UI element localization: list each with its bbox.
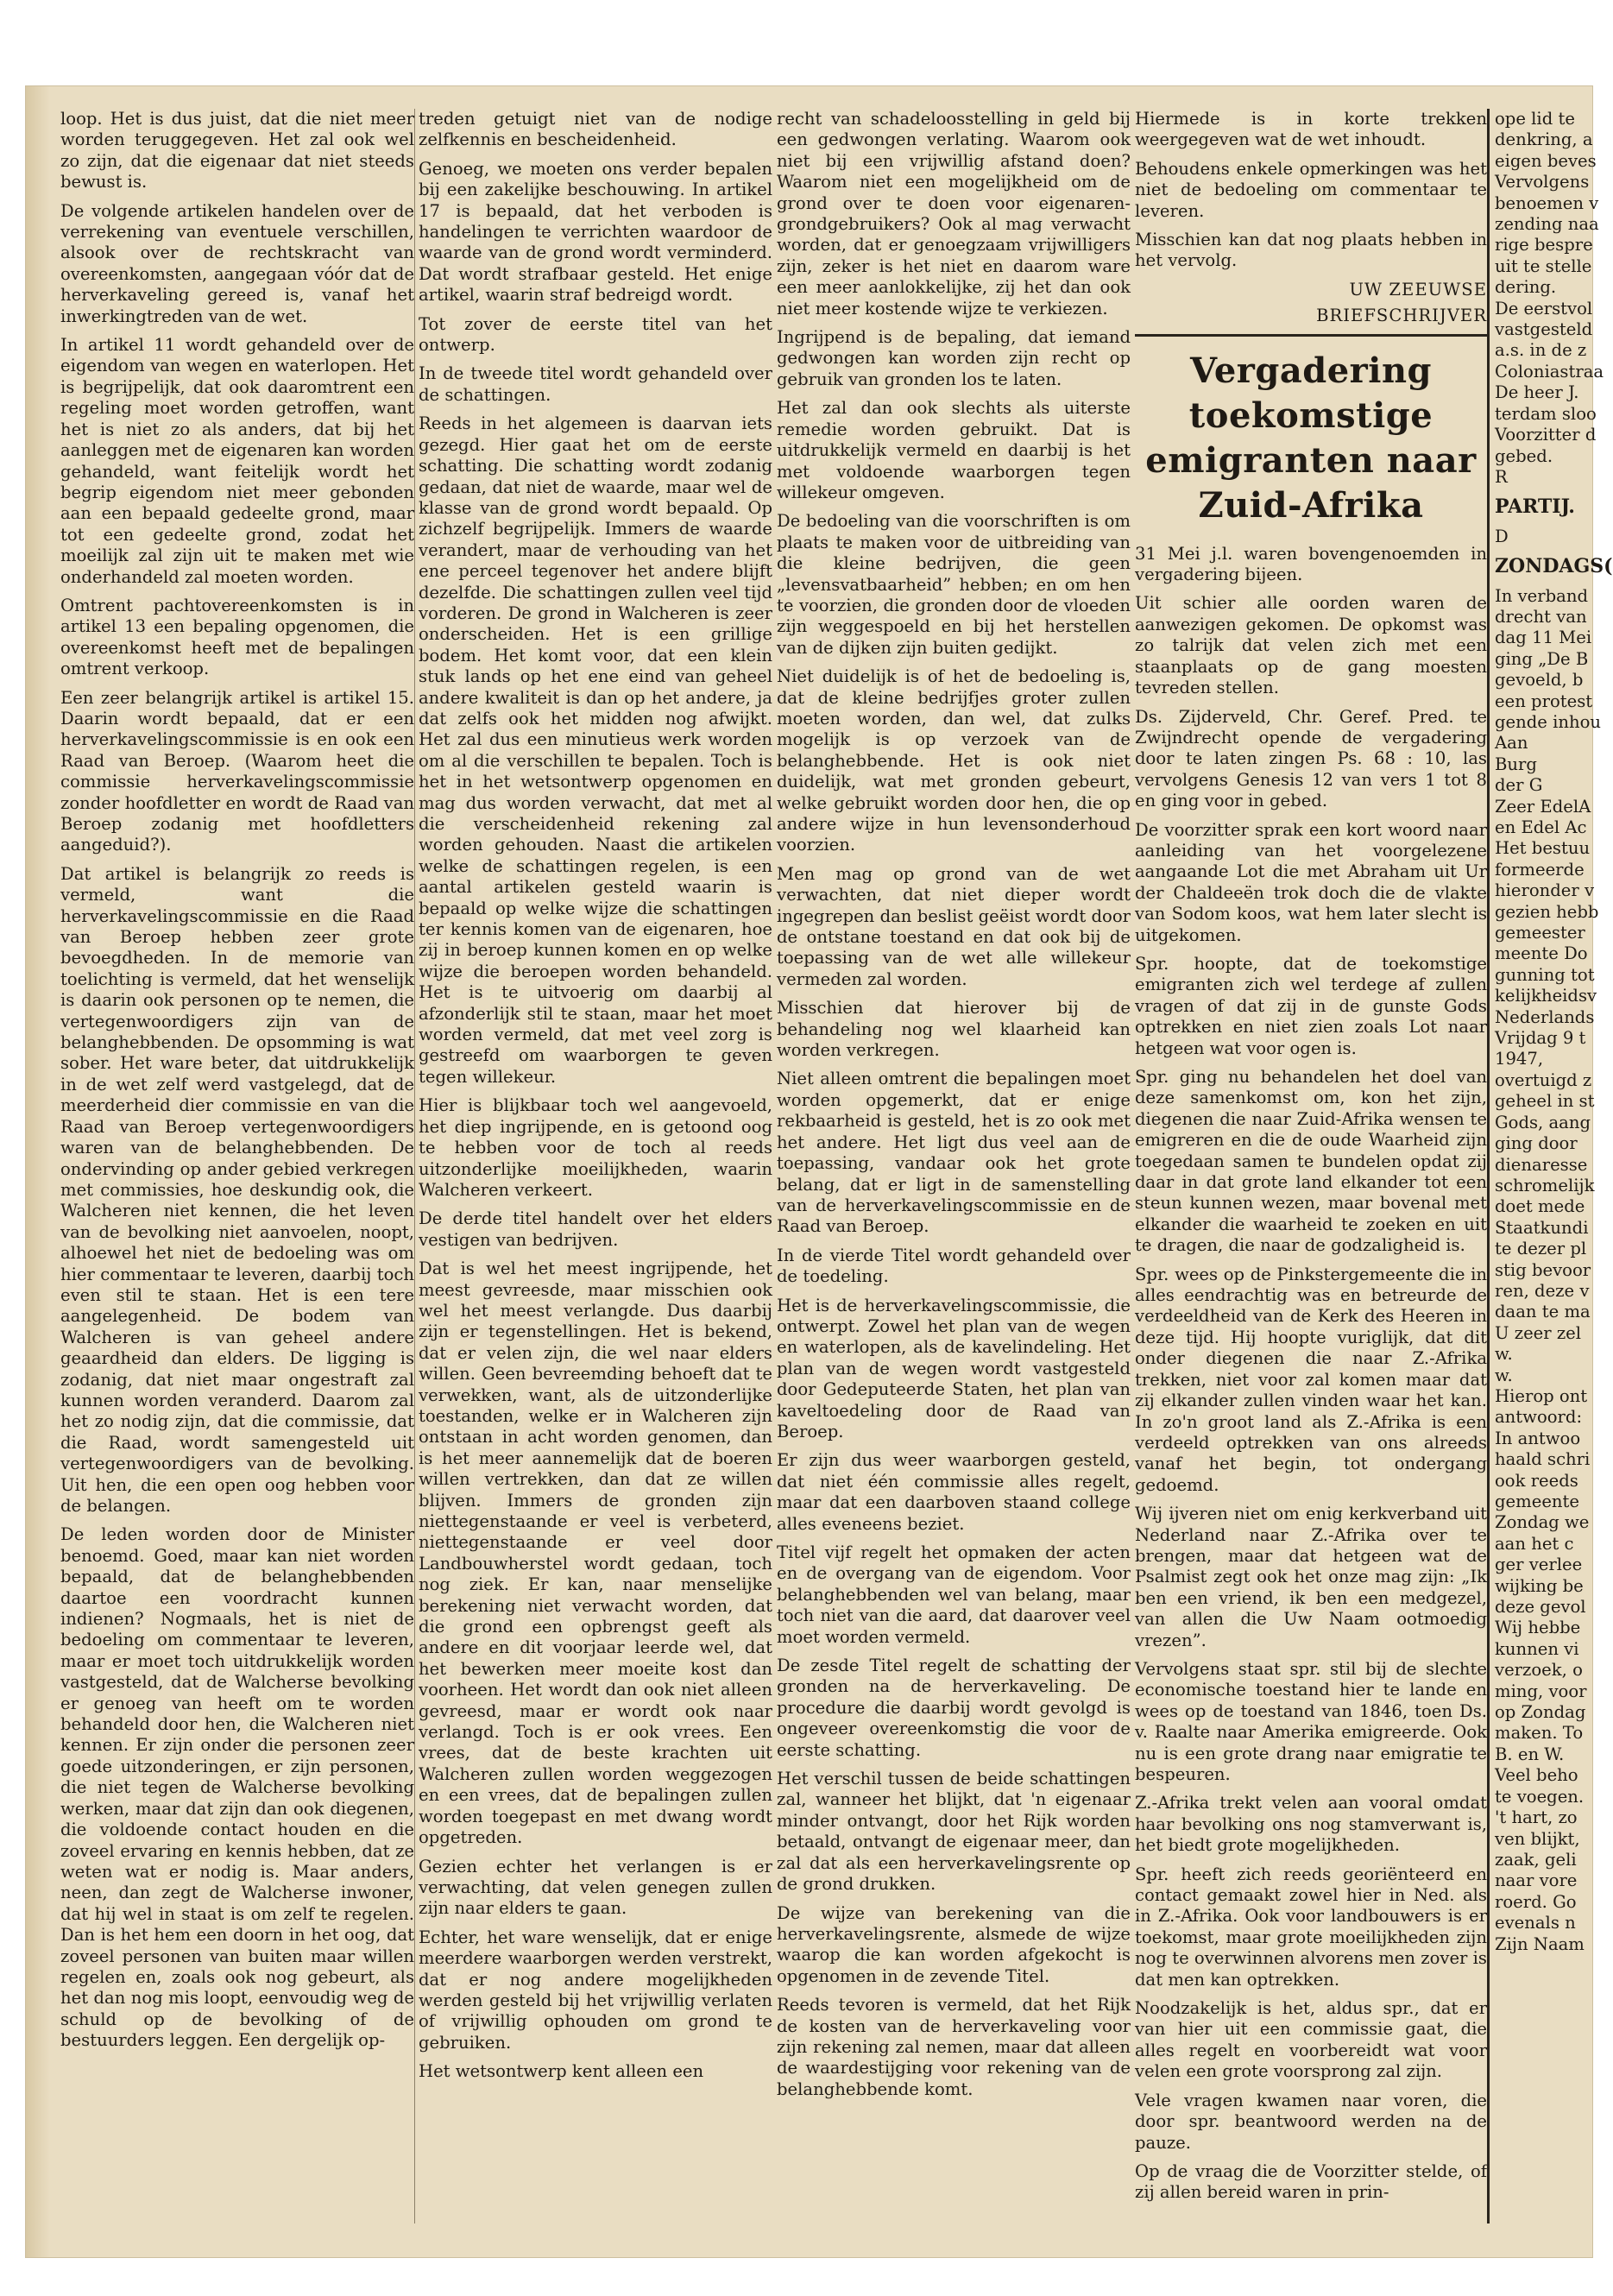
col5-fragment-line: zaak, geli [1495, 1849, 1577, 1870]
col5-fragment-line: roerd. Go [1495, 1891, 1577, 1912]
column-1 [60, 109, 415, 2223]
col5-fragment-line: gebed. [1495, 445, 1553, 466]
col5-fragment-line: kelijkheidsv [1495, 986, 1597, 1006]
col5-fragment-line: De heer J. [1495, 382, 1579, 403]
col5-fragment-line: De eerstvol [1495, 298, 1593, 319]
col5-fragment-line: 1947, [1495, 1049, 1544, 1069]
col2-paragraph: treden getuigt niet van de nodige zelfkennis en bescheidenheid. [419, 109, 772, 150]
col1-paragraph: In artikel 11 wordt gehandeld over de eigendom van wegen en waterlopen. Het is begrijpelijk, dat ook daaromtrent een regeling moet worden getroffen, want het is niet zo als anders, dat bij het aanleggen met de eigenaren kan worden gehandeld, want feitelijk wordt het begrip eigendom niet meer gebonden aan een bepaald gedeelte grond, maar tot een gedeelte grond, zodat het moeilijk zal zijn uit te maken met wie onderhandeld zal moeten worden. [60, 335, 414, 587]
col5-fragment-line: Wij hebbe [1495, 1618, 1581, 1638]
col5-fragment-line: dering. [1495, 277, 1557, 298]
col5-fragment-line: ging door [1495, 1133, 1578, 1154]
col5-fragment-line: deze gevol [1495, 1597, 1586, 1618]
newspaper-page [26, 86, 1613, 2257]
col5-fragment-line: Veel beho [1495, 1765, 1578, 1786]
col4-body-paragraph: Op de vraag die de Voorzitter stelde, of zij allen bereid waren in prin- [1135, 2160, 1487, 2203]
article-body-emigranten [1135, 544, 1487, 2204]
col5-fragment-line: gemeester [1495, 923, 1585, 943]
col5-fragment-line: ren, deze v [1495, 1280, 1590, 1301]
col3-paragraph: Niet alleen omtrent die bepalingen moet worden opgemerkt, dat er enige rekbaarheid is gesteld, het is zo ook met het andere. Het ligt dus veel aan de toepassing, vandaar ook het grote belang, dat er ligt in de samenstelling van de herverkavelingscommissie en de Raad van Beroep. [777, 1069, 1131, 1237]
col5-fragment-line: drecht van [1495, 606, 1587, 627]
col5-fragment-line: ming, voor [1495, 1681, 1587, 1701]
col5-fragment-line: denkring, a [1495, 129, 1593, 150]
col1-paragraph: Omtrent pachtovereenkomsten is in artikel 13 een bepaling opgenomen, die overeenkomst heeft met de bepalingen omtrent verkoop. [60, 595, 414, 679]
col3-paragraph: Het zal dan ook slechts als uiterste remedie worden gebruikt. Dat is uitdrukkelijk vermeld en daarbij is het met voldoende waarborgen tegen willekeur omgeven. [777, 398, 1131, 502]
col3-paragraph: De zesde Titel regelt de schatting der gronden na de herverkaveling. De procedure die daarbij wordt gevolgd is ongeveer overeenkomstig die voor de eerste schatting. [777, 1656, 1131, 1760]
article-closing [1135, 109, 1487, 272]
col2-paragraph: Hier is blijkbaar toch wel aangevoeld, het diep ingrijpende, en is getoond oog te hebben voor de toch al reeds uitzonderlijke moeilijkheden, waarin Walcheren verkeert. [419, 1095, 772, 1200]
col2-paragraph: Genoeg, we moeten ons verder bepalen bij een zakelijke beschouwing. In artikel 17 is bepaald, dat het verboden is handelingen te verrichten waardoor de waarde van de grond wordt verminderd. Dat wordt strafbaar gesteld. Het enige artikel, waarin straf bedreigd wordt. [419, 158, 772, 306]
col2-paragraph: Dat is wel het meest ingrijpende, het meest gevreesde, maar misschien ook wel het meest verlangde. Dus daarbij zijn er tegenstellingen. Het is bekend, dat er velen zijn, die wel naar elders willen. Geen bevreemding behoeft dat te verwekken, want, als de uitzonderlijke toestanden, welke er in Walcheren zijn ontstaan in acht worden genomen, dan is het meer aannemelijk dat de boeren willen vertrekken, dan dat ze willen blijven. Immers de gronden zijn niettegenstaande er veel is verbeterd, niettegenstaande er veel door Landbouwherstel wordt gedaan, toch nog ziek. Er kan, naar menselijke berekening niet verwacht worden, dat die grond een opbrengst geeft als andere en dit voorjaar leerde wel, dat het bewerken meer moeite kost dan voorheen. Het wordt dan ook niet alleen gevreesd, maar er wordt ook naar verlangd. Toch is er ook vrees. Een vrees, dat de beste krachten uit Walcheren zullen worden weggezogen en een vrees, dat de bepalingen zullen worden toegepast en met dwang wordt opgetreden. [419, 1258, 772, 1848]
col5-fragment-line: w. [1495, 1365, 1513, 1385]
col5-fragment-line: Nederlands [1495, 1006, 1595, 1027]
col5-fragment-line: ope lid te [1495, 109, 1575, 129]
col5-fragment-line: maken. To [1495, 1723, 1584, 1744]
col5-fragment-line: uit te stelle [1495, 255, 1592, 276]
col4-body-paragraph: Vervolgens staat spr. stil bij de slechte economische toestand hier te lande en wees op de toestand van 1846, toen Ds. v. Raalte naar Amerika emigreerde. Ook nu is een grote drang naar emigratie te bespeuren. [1135, 1658, 1487, 1784]
col5-fragment-line: 't hart, zo [1495, 1807, 1578, 1828]
col5-fragment-line: gezien hebb [1495, 901, 1599, 922]
col5-fragment-line: stig bevoor [1495, 1259, 1591, 1280]
col3-paragraph: Titel vijf regelt het opmaken der acten en de overgang van de eigendom. Voor belanghebbenden wel van belang, maar toch niet van die aard, dat daarover veel moet worden vermeld. [777, 1542, 1131, 1647]
col5-fragment-line: hieronder v [1495, 880, 1595, 901]
col5-fragment-line: Zijn Naam [1495, 1933, 1585, 1954]
col5-fragment-line: a.s. in de z [1495, 340, 1587, 361]
column-5-cut-off [1487, 109, 1613, 2223]
col5-fragment-line: haald schri [1495, 1449, 1591, 1470]
col5-fragment-line: geheel in st [1495, 1091, 1595, 1112]
col5-fragment-line: ZONDAGS( [1495, 555, 1613, 578]
column-3 [777, 109, 1131, 2223]
page-edge-shadow [26, 86, 50, 2257]
col5-fragment-line: R [1495, 466, 1508, 487]
col5-fragment-line: zending naa [1495, 214, 1599, 235]
col4-body-paragraph: Z.-Afrika trekt velen aan vooral omdat haar bevolking ons nog stamverwant is, het biedt grote mogelijkheden. [1135, 1793, 1487, 1856]
col1-paragraph: loop. Het is dus juist, dat die niet meer worden teruggegeven. Het zal ook wel zo zijn, dat die eigenaar dat niet steeds bewust is. [60, 109, 414, 192]
col3-paragraph: Er zijn dus weer waarborgen gesteld, dat niet één commissie alles regelt, maar dat een daarboven staand college alles eveneens beziet. [777, 1450, 1131, 1534]
col5-fragment-line: meente Do [1495, 943, 1588, 964]
col5-fragment-line: Zeer EdelA [1495, 796, 1591, 817]
col5-fragment-line: Vervolgens [1495, 172, 1590, 192]
col5-fragment-line: Aan [1495, 733, 1528, 754]
col5-fragment-line: Vrijdag 9 t [1495, 1028, 1586, 1049]
col5-fragment-line: ven blijkt, [1495, 1828, 1580, 1849]
col5-fragment-line: Zondag we [1495, 1512, 1590, 1533]
col3-paragraph: Het verschil tussen de beide schattingen zal, wanneer het blijkt, dat 'n eigenaar minder ontvangt, door het Rijk worden betaald, ontvangt de eigenaar meer, dan zal dat als een herverkavelingsrente op de grond drukken. [777, 1769, 1131, 1895]
col2-paragraph: Tot zover de eerste titel van het ontwerp. [419, 313, 772, 356]
col4-intro-paragraph: Misschien kan dat nog plaats hebben in het vervolg. [1135, 230, 1487, 271]
col3-paragraph: Reeds tevoren is vermeld, dat het Rijk de kosten van de herverkaveling voor zijn rekening zal nemen, maar dat alleen de waardestijging voor rekening van de belanghebbende komt. [777, 1995, 1131, 2099]
col1-paragraph: De volgende artikelen handelen over de verrekening van eventuele verschillen, alsook over de rechtskracht van overeenkomsten, aangegaan vóór dat de herverkaveling gereed is, vanaf het inwerkingtreden van de wet. [60, 200, 414, 326]
col5-fragment-line: dienaresse [1495, 1154, 1588, 1175]
col3-paragraph: Niet duidelijk is of het de bedoeling is, dat de kleine bedrijfjes groter zullen moeten worden, dan wel, dat zulks mogelijk is op verzoek van de belanghebbende. Het is ook niet duidelijk, wat met gronden gebeurt, welke gebruikt worden door hen, die op andere wijze in hun levensonderhoud voorzien. [777, 666, 1131, 855]
col1-paragraph: Dat artikel is belangrijk zo reeds is vermeld, want die herverkavelingscommissie en die Raad van Beroep hebben zeer grote bevoegdheden. In de memorie van toelichting is vermeld, dat het wenselijk is daarin ook personen op te nemen, die vertegenwoordigers zijn van de belanghebbenden. De opsomming is wat sober. Het ware beter, dat uitdrukkelijk in de wet zelf werd vastgelegd, dat de meerderheid dier commissie en van die Raad van Beroep vertegenwoordigers waren van de belanghebbenden. De ondervinding op ander gebied verkregen met commissies, hoe deskundig ook, die Walcheren niet kennen, die het leven van de bevolking niet aanvoelen, noopt, alhoewel het niet de bedoeling was om hier commentaar te leveren, daarbij toch even stil te staan. Het is een tere aangelegenheid. De bodem van Walcheren is van geheel andere geaardheid dan elders. De ligging is zodanig, dat niet maar ongestraft zal kunnen worden veranderd. Daarom zal het zo nodig zijn, dat die commissie, dat die Raad, wordt samengesteld uit vertegenwoordigers van de bevolking. Uit hen, die een open oog hebben voor de belangen. [60, 863, 414, 1516]
col5-fragment-line: kunnen vi [1495, 1638, 1579, 1659]
col5-fragment-line: formeerde [1495, 859, 1585, 880]
col5-fragment-line: Burg [1495, 754, 1537, 774]
col5-fragment-line: en Edel Ac [1495, 817, 1587, 837]
col1-paragraph: Een zeer belangrijk artikel is artikel 15. Daarin wordt bepaald, dat er een herverkavelingscommissie is en ook een Raad van Beroep. (Waarom heet die commissie herverkavelingscommissie zonder hoofdletter en wordt de Raad van Beroep zodanig met hoofdletters aangeduid?). [60, 687, 414, 855]
col4-intro-paragraph: Hiermede is in korte trekken weergegeven wat de wet inhoudt. [1135, 109, 1487, 150]
col5-fragment-line: In antwoo [1495, 1428, 1581, 1448]
col5-fragment-line: benoemen v [1495, 192, 1599, 213]
col5-fragment-line: In verband [1495, 585, 1589, 606]
col3-paragraph: In de vierde Titel wordt gehandeld over de toedeling. [777, 1245, 1131, 1287]
column-4 [1135, 109, 1487, 2223]
col3-paragraph: Het is de herverkavelingscommissie, die ontwerpt. Zowel het plan van de wegen en waterlopen, als de kavelindeling. Het plan van de wegen wordt vastgesteld door Gedeputeerde Staten, het plan van kaveltoedeling door de Raad van Beroep. [777, 1295, 1131, 1441]
col5-fragment-line: op Zondag [1495, 1702, 1586, 1723]
col4-body-paragraph: Spr. hoopte, dat de toekomstige emigranten zich wel terdege af zullen vragen of dat zij in de gunste Gods optrekken en niet zien zoals Lot naar hetgeen wat voor ogen is. [1135, 953, 1487, 1058]
col5-fragment-line: gende inhou [1495, 711, 1602, 732]
col1-paragraph: De leden worden door de Minister benoemd. Goed, maar kan niet worden bepaald, dat de belanghebbenden daartoe een voordracht kunnen indienen? Nogmaals, het is niet de bedoeling om commentaar te leveren, maar er moet toch uitdrukkelijk worden vastgesteld, dat de Walcherse bevolking er genoeg van heeft om te worden behandeld door hen, die Walcheren niet kennen. Er zijn onder die personen zeer goede uitzonderingen, er zijn personen, die niet tegen de Walcherse bevolking werken, maar dat zijn dan ook diegenen, die voldoende contact houden en die zoveel ervaring en kennis hebben, dat ze weten wat er nodig is. Maar anders, neen, dan zegt de Walcherse inwoner, dat hij wel in staat is om zelf te regelen. Dan is het hem een doorn in het oog, dat zoveel personen van buiten maar willen regelen en, zoals ook nog gebeurt, als het dan nog mis loopt, eenvoudig weg de schuld op de bevolking of de bestuurders leggen. Een dergelijk op- [60, 1524, 414, 2051]
col4-body-paragraph: Noodzakelijk is het, aldus spr., dat er van hier uit een commissie gaat, die alles regelt en voorbereidt wat voor velen een grote voorsprong zal zijn. [1135, 1998, 1487, 2082]
col5-fragment-line: gemeente [1495, 1492, 1579, 1511]
col4-body-paragraph: Vele vragen kwamen naar voren, die door spr. beantwoord werden na de pauze. [1135, 2090, 1487, 2153]
col5-fragment-line: doet mede [1495, 1196, 1585, 1217]
col2-paragraph: De derde titel handelt over het elders vestigen van bedrijven. [419, 1208, 772, 1250]
col5-fragment-line: ger verlee [1495, 1555, 1583, 1575]
col5-fragment-line: eigen beves [1495, 150, 1597, 171]
col5-fragment-line: der G [1495, 775, 1543, 796]
col5-fragment-line: vastgesteld [1495, 319, 1593, 340]
col5-fragment-line: Voorzitter d [1495, 425, 1597, 445]
col4-body-paragraph: Spr. ging nu behandelen het doel van deze samenkomst om, kon het zijn, diegenen die naar Zuid-Afrika wensen te emigreren en die de oude Waarheid zijn toegedaan samen te bundelen opdat zij daar in dat grote land elkander tot een steun kunnen wezen, maar bovenal met elkander die waarheid te zoeken en uit te dragen, die naar de godzaligheid is. [1135, 1067, 1487, 1256]
col2-paragraph: Reeds in het algemeen is daarvan iets gezegd. Hier gaat het om de eerste schatting. Die schatting wordt zodanig gedaan, dat niet de waarde, maar wel de klasse van de grond wordt bepaald. Op zichzelf begrijpelijk. Immers de waarde verandert, maar de verhouding van het ene perceel tegenover het andere blijft dezelfde. Die schattingen zullen veel tijd vorderen. De grond in Walcheren is zeer onderscheiden. Het is een grillige bodem. Het komt voor, dat een klein stuk lands op het ene eind van geheel andere kwaliteit is dan op het andere, ja dat zelfs ook het midden nog afwijkt. Het zal dus een minutieus werk worden om al die verschillen te bepalen. Toch is het in het wetsontwerp opgenomen en mag dus worden verwacht, dat met al die verscheidenheid rekening zal worden gehouden. Naast die artikelen welke de schattingen regelen, is een aantal artikelen gesteld waarin is bepaald op welke wijze die schattingen ter kennis komen van de eigenaren, hoe zij in beroep kunnen komen en op welke wijze die beroepen worden behandeld. Het is te uitvoerig om daarbij al afzonderlijk stil te staan, maar het moet worden vermeld, dat met veel zorg is gestreefd om waarborgen te geven tegen willekeur. [419, 413, 772, 1087]
col4-body-paragraph: Wij ijveren niet om enig kerkverband uit Nederland naar Z.-Afrika over te brengen, maar dat hetgeen wat de Psalmist zegt ook het onze mag zijn: „Ik ben een vriend, ik ben een medgezel, van allen die Uw Naam ootmoedig vrezen”. [1135, 1504, 1487, 1650]
col5-fragment-line: Hierop ont [1495, 1385, 1588, 1406]
col4-intro-paragraph: Behoudens enkele opmerkingen was het niet de bedoeling om commentaar te leveren. [1135, 158, 1487, 221]
col5-fragment-line: Staatkundi [1495, 1217, 1589, 1238]
col5-fragment-line: een protest [1495, 691, 1593, 711]
col5-fragment-line: Gods, aang [1495, 1112, 1591, 1132]
col4-body-paragraph: Spr. heeft zich reeds georiënteerd en contact gemaakt zowel hier in Ned. als in Z.-Afrika. Ook voor landbouwers is er toekomst, maar grote moeilijkheden zijn nog te overwinnen alvorens men zover is dat men kan optrekken. [1135, 1864, 1487, 1990]
col5-fragment-line: B. en W. [1495, 1744, 1565, 1764]
signature-line-1: UW ZEEUWSE [1349, 279, 1487, 300]
col5-fragment-line: gevoeld, b [1495, 670, 1584, 691]
col4-body-paragraph: Ds. Zijderveld, Chr. Geref. Pred. te Zwijndrecht opende de vergadering door te laten zingen Ps. 68 : 10, las vervolgens Genesis 12 van vers 1 tot 8 en ging voor in gebed. [1135, 706, 1487, 811]
col5-fragment-line: gunning tot [1495, 964, 1595, 985]
col5-fragment-line: Coloniastraa [1495, 361, 1604, 382]
headline-emigranten: Vergadering toekomstige emigranten naar Zuid-Afrika [1145, 350, 1477, 526]
column-2 [419, 109, 772, 2223]
col3-paragraph: De wijze van berekening van die herverkavelingsrente, alsmede de wijze waarop die kan worden afgekocht is opgenomen in de zevende Titel. [777, 1902, 1131, 1986]
col4-body-paragraph: Uit schier alle oorden waren de aanwezigen gekomen. De opkomst was zo talrijk dat velen zich met een staanplaats op de gang moesten tevreden stellen. [1135, 593, 1487, 698]
col5-fragment-line: wijking be [1495, 1575, 1584, 1596]
col2-paragraph: Echter, het ware wenselijk, dat er enige meerdere waarborgen werden verstrekt, dat er nog andere mogelijkheden werden gesteld bij het vrijwillig verlaten of vrijwillig ophouden om grond te gebruiken. [419, 1927, 772, 2053]
col2-paragraph: In de tweede titel wordt gehandeld over de schattingen. [419, 363, 772, 405]
col5-fragment-line: daan te ma [1495, 1302, 1591, 1322]
col5-fragment-line: dag 11 Mei [1495, 628, 1592, 648]
col5-fragment-line: antwoord: [1495, 1407, 1583, 1428]
col5-fragment-line: evenals n [1495, 1913, 1576, 1933]
col2-paragraph: Het wetsontwerp kent alleen een [419, 2061, 704, 2082]
col5-fragment-line: te voegen. [1495, 1786, 1585, 1807]
col5-fragment-line: Het bestuu [1495, 838, 1591, 859]
col4-body-paragraph: Spr. wees op de Pinkstergemeente die in alles eendrachtig was en betreurde de verdeeldheid van de Kerk des Heeren in deze tijd. Hij hoopte vuriglijk, dat dit onder diegenen die naar Z.-Afrika trekken, niet voor zal komen maar dat zij elkander zullen vinden waar het kan. In zo'n groot land als Z.-Afrika is een verdeeld optrekken van ons alreeds vanaf het begin, tot ondergang gedoemd. [1135, 1264, 1487, 1495]
col3-paragraph: Ingrijpend is de bepaling, dat iemand gedwongen kan worden zijn recht op gebruik van gronden los te laten. [777, 327, 1131, 389]
col5-fragment-line: verzoek, o [1495, 1660, 1583, 1681]
col2-paragraph: Gezien echter het verlangen is er verwachting, dat velen genegen zullen zijn naar elders te gaan. [419, 1856, 772, 1919]
signature-line-2: BRIEFSCHRIJVER [1316, 306, 1487, 326]
col4-body-paragraph: 31 Mei j.l. waren bovengenoemden in vergadering bijeen. [1135, 543, 1487, 585]
col5-fragment-line: rige bespre [1495, 235, 1593, 255]
col3-paragraph: De bedoeling van die voorschriften is om plaats te maken voor de uitbreiding van die kleine bedrijven, die geen „levensvatbaarheid” hebben; en om hen te voorzien, die gronden door de vloeden zijn weggespoeld en bij het herstellen van de dijken zijn buiten gedijkt. [777, 511, 1131, 658]
article-divider [1135, 334, 1487, 337]
col3-paragraph: recht van schadeloosstelling in geld bij een gedwongen verlating. Waarom ook niet bij een vrijwillig afstand doen? Waarom niet een mogelijkheid om de grond over te doen voor eigenaren-grondgebruikers? Ook al mag verwacht worden, dat er genoegzaam vrijwilligers zijn, zeker is het niet en daarom ware een meer aanlokkelijke, zij het dan ook niet meer kostende wijze te verkiezen. [777, 109, 1131, 319]
col5-fragment-line: aan het c [1495, 1533, 1574, 1554]
col3-paragraph: Men mag op grond van de wet verwachten, dat niet dieper wordt ingegrepen dan beslist geëist wordt door de ontstane toestand en dat ook bij de toepassing van de wet alle willekeur vermeden zal worden. [777, 863, 1131, 989]
col5-fragment-line: D [1495, 526, 1509, 546]
col5-fragment-line: U zeer zel [1495, 1322, 1582, 1343]
col3-paragraph: Misschien dat hierover bij de behandeling nog wel klaarheid kan worden verkregen. [777, 998, 1131, 1061]
col5-fragment-line: PARTIJ. [1495, 495, 1575, 519]
col5-fragment-line: overtuigd z [1495, 1069, 1592, 1090]
col5-fragment-line: ook reeds [1495, 1470, 1578, 1491]
col5-fragment-line: w. [1495, 1344, 1513, 1365]
col5-fragment-line: schromelijk [1495, 1175, 1595, 1195]
col5-fragment-line: terdam sloo [1495, 403, 1597, 424]
col4-body-paragraph: De voorzitter sprak een kort woord naar aanleiding van het voorgelezene aangaande Lot die met Abraham uit Ur der Chaldeeën trok doch die de vlakte van Sodom koos, wat hem later slecht is uitgekomen. [1135, 819, 1487, 945]
col5-fragment-line: naar vore [1495, 1870, 1578, 1891]
col5-fragment-line: te dezer pl [1495, 1239, 1587, 1259]
col5-fragment-line: ging „De B [1495, 648, 1589, 669]
